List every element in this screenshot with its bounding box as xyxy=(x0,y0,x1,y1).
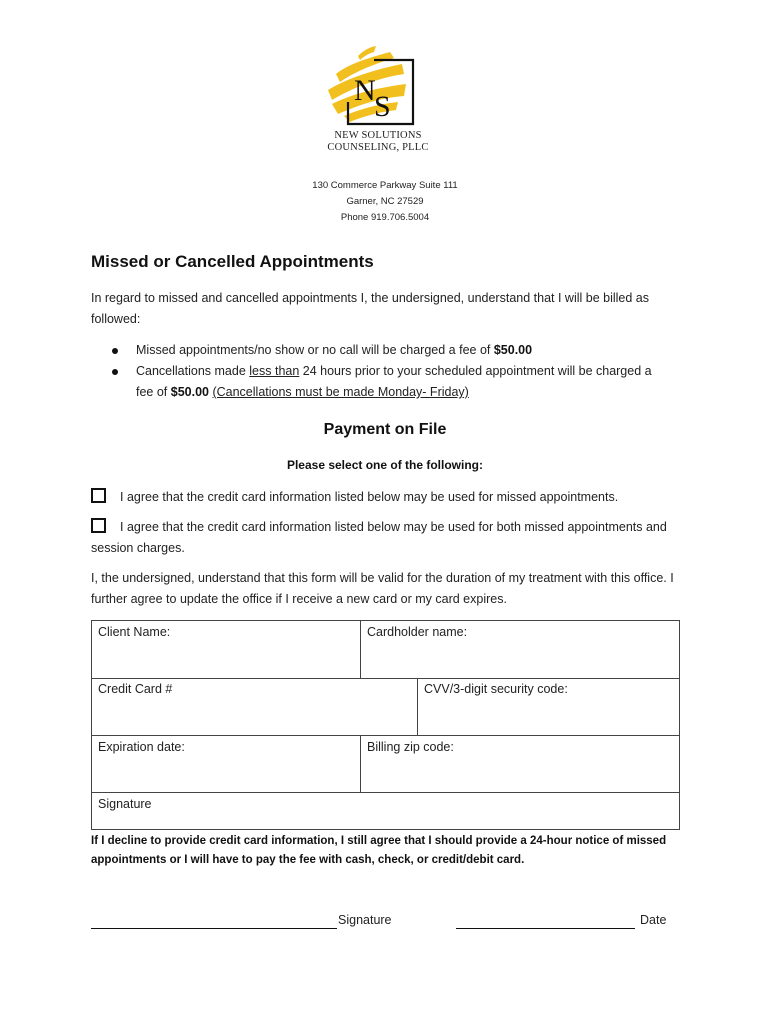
card-info-table xyxy=(91,620,680,830)
divider xyxy=(92,792,679,793)
address-line-street: 130 Commerce Parkway Suite 111 xyxy=(312,180,458,191)
cvv-field[interactable]: CVV/3-digit security code: xyxy=(424,682,568,696)
decline-notice: If I decline to provide credit card information, I still agree that I should provide a 24-hour notice of missed appointments or I will have to pay the fee with cash, check, or credit/debit card. xyxy=(91,835,667,866)
signature-label: Signature xyxy=(338,913,392,927)
cardholder-name-field[interactable]: Cardholder name: xyxy=(367,625,468,639)
client-name-field[interactable]: Client Name: xyxy=(98,625,171,639)
divider xyxy=(360,621,361,678)
logo-initials: N xyxy=(354,74,376,107)
expiration-date-field[interactable]: Expiration date: xyxy=(98,740,185,754)
svg-text:S: S xyxy=(374,90,391,123)
missed-fee: $50.00 xyxy=(493,343,533,357)
divider xyxy=(92,678,679,679)
company-logo xyxy=(318,44,438,160)
payment-heading: Payment on File xyxy=(323,421,447,438)
logo-line-2: COUNSELING, PLLC xyxy=(327,142,429,153)
divider xyxy=(360,735,361,792)
cancellation-note: (Cancellations must be made Monday- Friday) xyxy=(212,385,469,399)
billing-zip-field[interactable]: Billing zip code: xyxy=(367,740,454,754)
cancel-fee: $50.00 xyxy=(170,385,209,399)
checkbox-missed-only[interactable] xyxy=(91,488,106,503)
bullet-icon xyxy=(112,340,136,361)
credit-card-field[interactable]: Credit Card # xyxy=(98,682,173,696)
divider xyxy=(92,735,679,736)
date-line[interactable] xyxy=(456,928,635,929)
checkbox-missed-and-sessions[interactable] xyxy=(91,518,106,533)
bullet-icon xyxy=(112,361,136,403)
fee-list xyxy=(112,340,672,403)
list-item: Missed appointments/no show or no call will be charged a fee of $50.00 xyxy=(112,340,672,361)
divider xyxy=(417,678,418,735)
missed-intro: In regard to missed and cancelled appointments I, the undersigned, understand that I will be billed as followed: xyxy=(91,291,649,326)
validity-statement: I, the undersigned, understand that this form will be valid for the duration of my treatment with this office. I further agree to update the office if I receive a new card or my card expires. xyxy=(91,571,674,606)
date-label: Date xyxy=(640,913,667,927)
address-line-city: Garner, NC 27529 xyxy=(346,196,424,207)
logo-line-1: NEW SOLUTIONS xyxy=(334,130,422,141)
option-missed-and-sessions: I agree that the credit card information listed below may be used for both missed appointments and session charges. xyxy=(91,520,667,555)
missed-heading: Missed or Cancelled Appointments xyxy=(91,252,374,271)
option-missed-only: I agree that the credit card information listed below may be used for missed appointments. xyxy=(91,487,691,508)
payment-subheading: Please select one of the following: xyxy=(286,458,484,472)
signature-line[interactable] xyxy=(91,928,337,929)
logo-company-name xyxy=(318,130,438,154)
logo-mark-icon xyxy=(318,44,438,134)
list-item: Cancellations made less than 24 hours prior to your scheduled appointment will be charged a fee of $50.00 (Cancellations must be made Monday- Friday) xyxy=(112,361,672,403)
address-line-phone: Phone 919.706.5004 xyxy=(340,212,430,223)
table-signature-field[interactable]: Signature xyxy=(98,797,152,811)
